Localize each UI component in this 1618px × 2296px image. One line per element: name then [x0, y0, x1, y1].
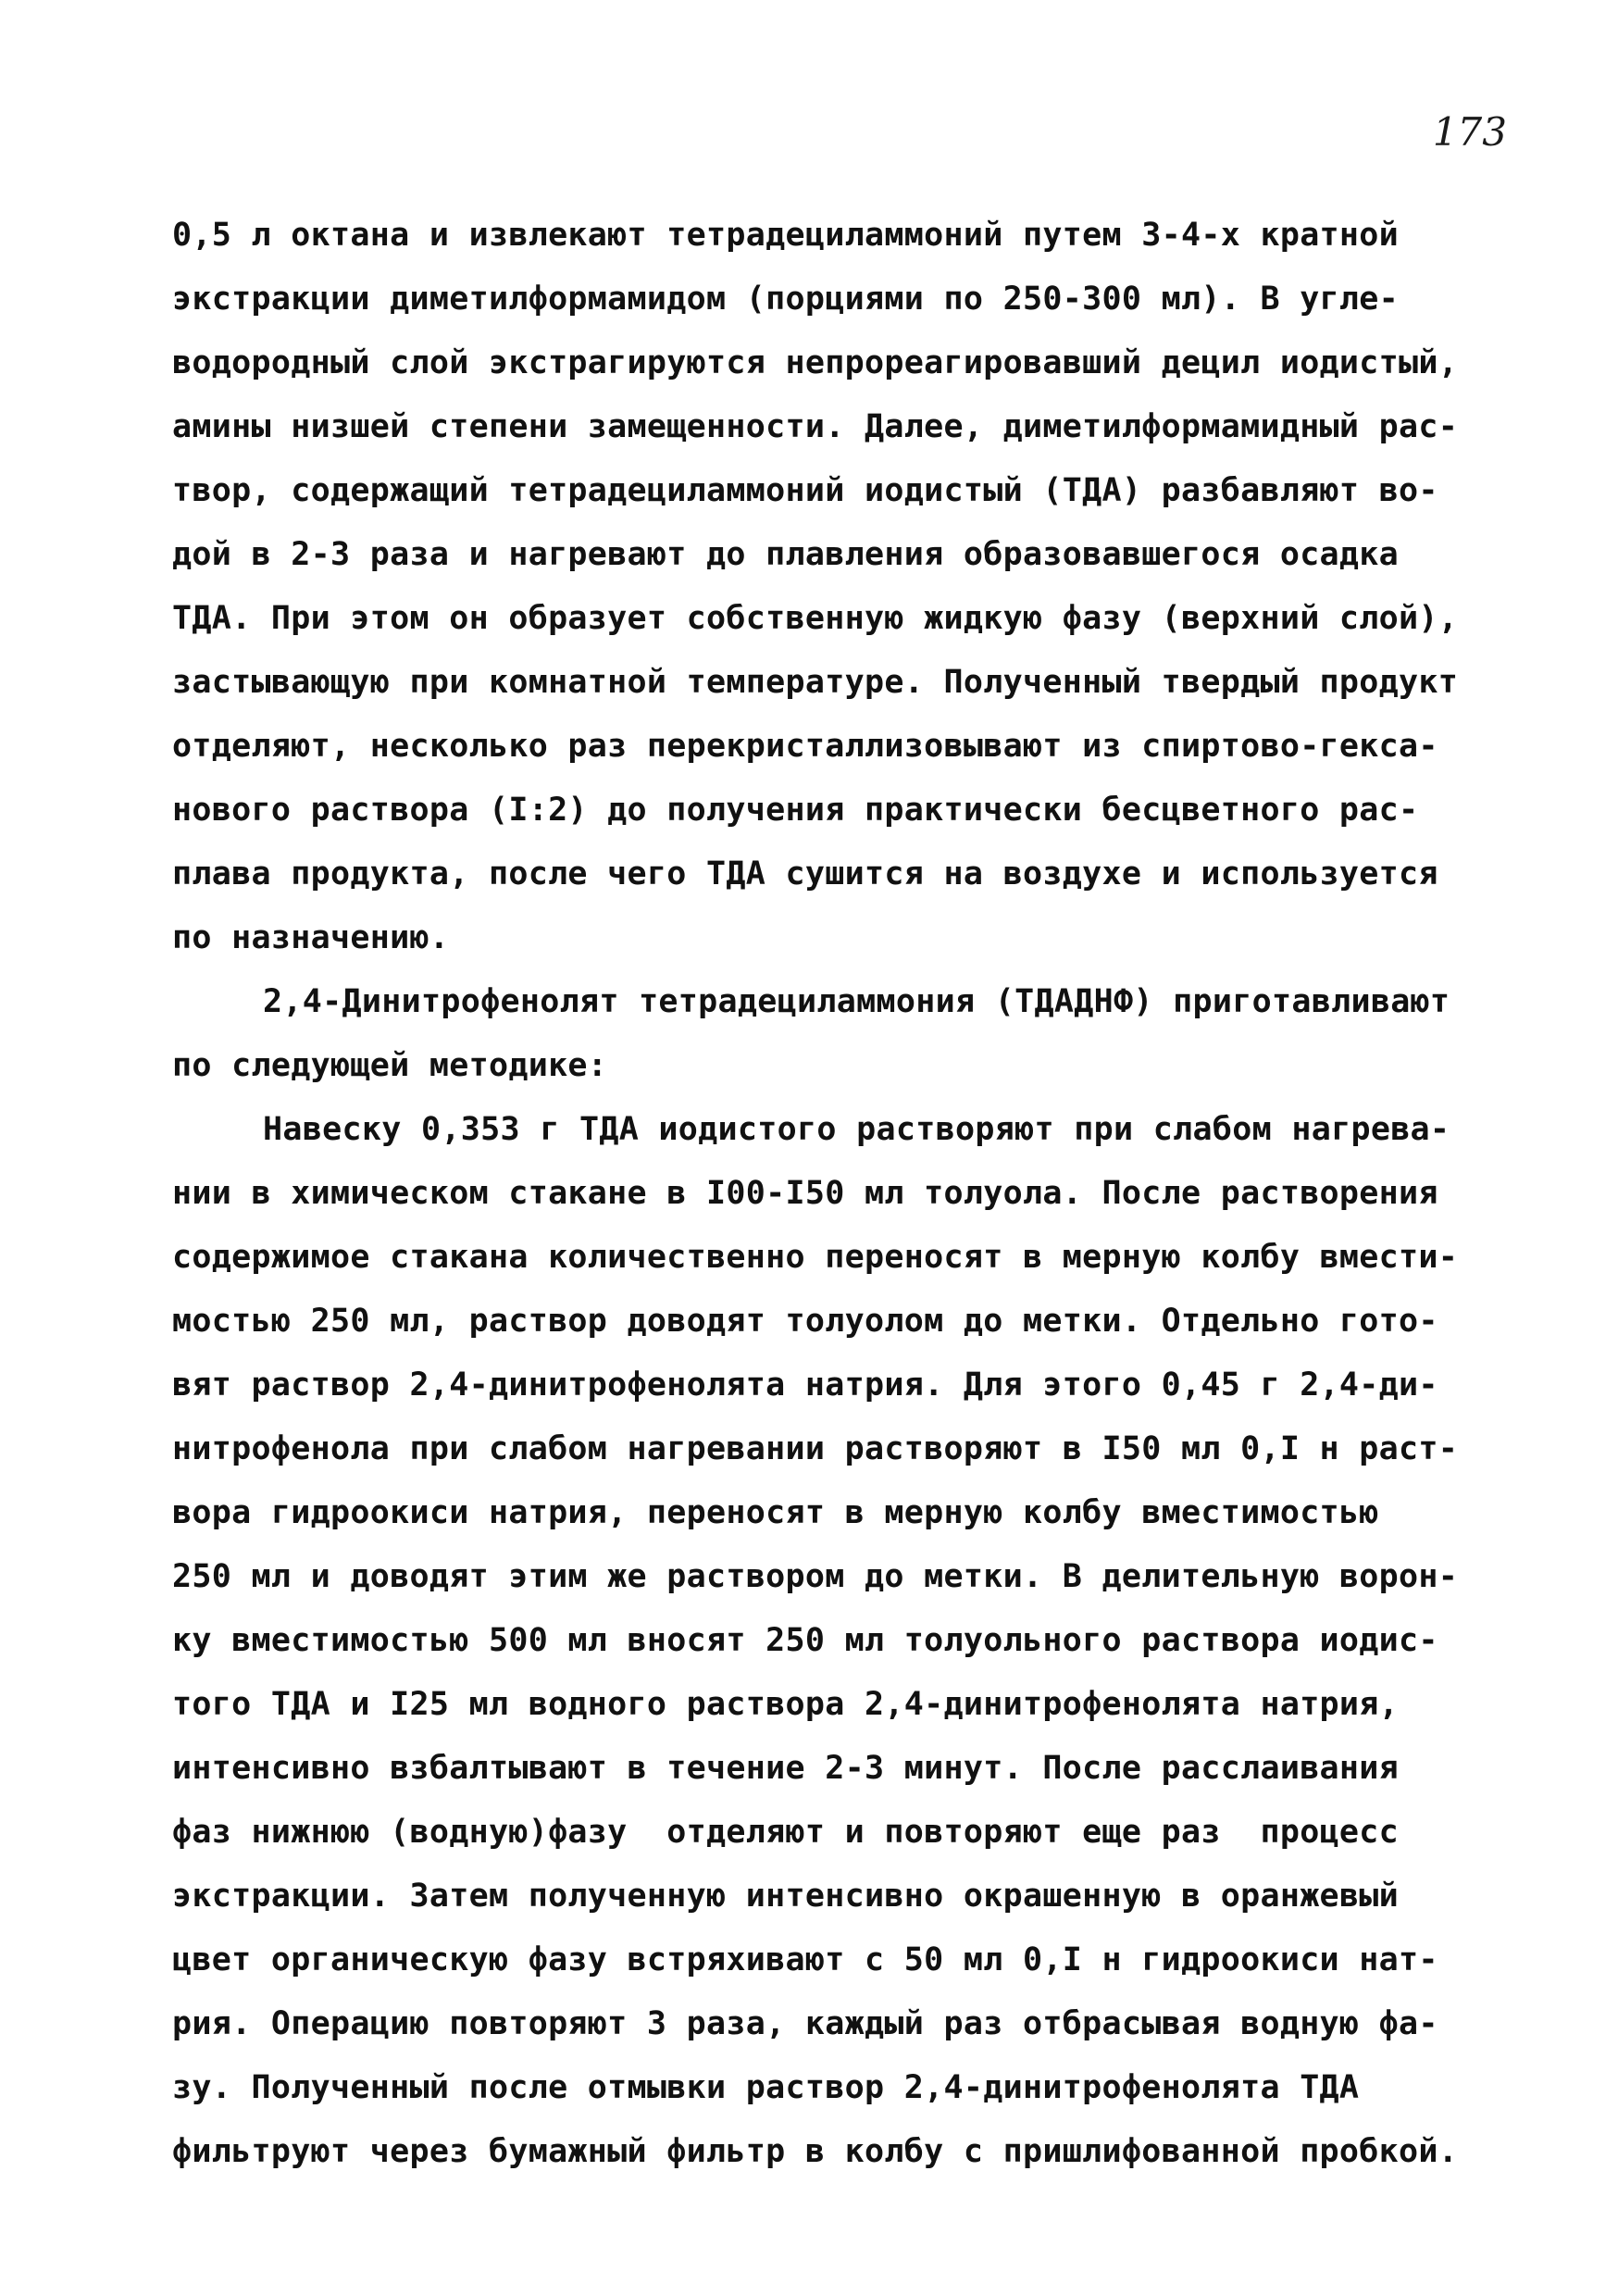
text-line: рия. Операцию повторяют 3 раза, каждый раз отбрасывая водную фа- — [172, 2005, 1438, 2042]
text-line: того ТДА и I25 мл водного раствора 2,4-динитрофенолята натрия, — [172, 1686, 1400, 1723]
text-line: ТДА. При этом он образует собственную жидкую фазу (верхний слой), — [172, 600, 1459, 637]
text-line: мостью 250 мл, раствор доводят толуолом до метки. Отдельно гото- — [172, 1303, 1438, 1340]
text-line: ку вместимостью 500 мл вносят 250 мл толуольного раствора иодис- — [172, 1622, 1438, 1659]
text-line: застывающую при комнатной температуре. Полученный твердый продукт — [172, 664, 1459, 701]
text-line: экстракции диметилформамидом (порциями по 250-300 мл). В угле- — [172, 281, 1400, 318]
text-line: по следующей методике: — [172, 1047, 608, 1084]
text-line: содержимое стакана количественно переносят в мерную колбу вмести- — [172, 1239, 1459, 1276]
text-line: нового раствора (I:2) до получения практически бесцветного рас- — [172, 792, 1419, 829]
page-number: 173 — [1432, 109, 1507, 155]
text-line: Навеску 0,353 г ТДА иодистого растворяют при слабом нагрева- — [263, 1111, 1450, 1148]
text-line: твор, содержащий тетрадециламмоний иодистый (ТДА) разбавляют во- — [172, 472, 1438, 509]
text-line: дой в 2-3 раза и нагревают до плавления образовавшегося осадка — [172, 536, 1400, 573]
text-line: интенсивно взбалтывают в течение 2-3 минут. После расслаивания — [172, 1750, 1400, 1787]
text-line: вят раствор 2,4-динитрофенолята натрия. Для этого 0,45 г 2,4-ди- — [172, 1366, 1438, 1404]
text-line: водородный слой экстрагируются непрореагировавший децил иодистый, — [172, 344, 1459, 381]
text-line: вора гидроокиси натрия, переносят в мерную колбу вместимостью — [172, 1494, 1379, 1531]
text-line: нии в химическом стакане в I00-I50 мл толуола. После растворения — [172, 1175, 1438, 1212]
text-line: 250 мл и доводят этим же раствором до метки. В делительную ворон- — [172, 1558, 1459, 1595]
text-line: по назначению. — [172, 919, 450, 956]
text-line: амины низшей степени замещенности. Далее, диметилформамидный рас- — [172, 408, 1459, 445]
text-line: нитрофенола при слабом нагревании растворяют в I50 мл 0,I н раст- — [172, 1430, 1459, 1467]
document-body — [172, 204, 1459, 2184]
text-line: зу. Полученный после отмывки раствор 2,4-динитрофенолята ТДА — [172, 2069, 1360, 2106]
text-line: фильтруют через бумажный фильтр в колбу с пришлифованной пробкой. — [172, 2133, 1459, 2170]
text-line: 0,5 л октана и извлекают тетрадециламмоний путем 3-4-х кратной — [172, 217, 1400, 254]
text-line: цвет органическую фазу встряхивают с 50 мл 0,I н гидроокиси нат- — [172, 1941, 1438, 1978]
text-line: плава продукта, после чего ТДА сушится на воздухе и используется — [172, 855, 1438, 892]
text-line: отделяют, несколько раз перекристаллизовывают из спиртово-гекса- — [172, 728, 1438, 765]
text-line: экстракции. Затем полученную интенсивно окрашенную в оранжевый — [172, 1878, 1400, 1915]
text-line: 2,4-Динитрофенолят тетрадециламмония (ТДАДНФ) приготавливают — [263, 983, 1450, 1020]
text-line: фаз нижнюю (водную)фазу отделяют и повторяют еще раз процесс — [172, 1814, 1400, 1851]
